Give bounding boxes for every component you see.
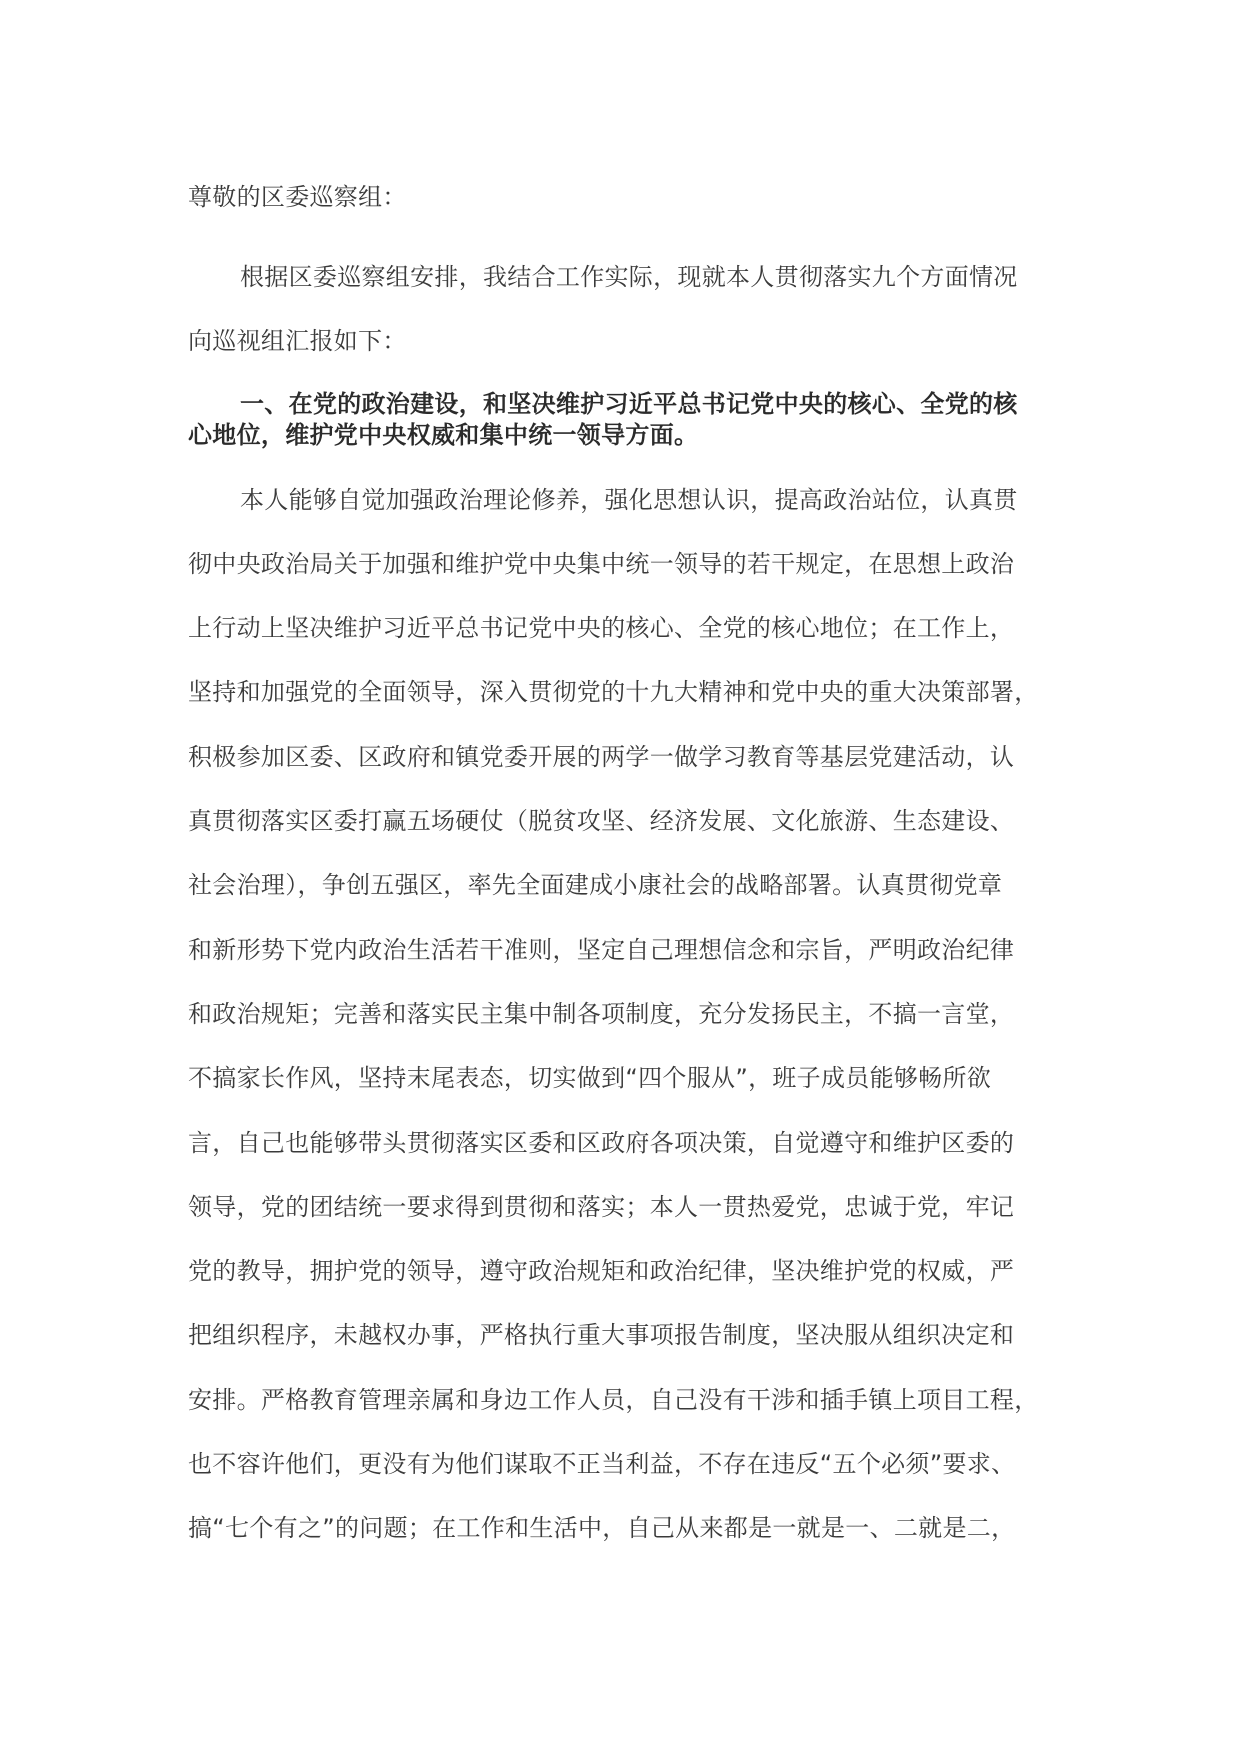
- intro-line-1: 根据区委巡察组安排，我结合工作实际，现就本人贯彻落实九个方面情况: [240, 263, 1018, 291]
- body-line: 把组织程序，未越权办事，严格执行重大事项报告制度，坚决服从组织决定和: [188, 1321, 1015, 1349]
- body-line: 不搞家长作风，坚持末尾表态，切实做到“四个服从”，班子成员能够畅所欲: [188, 1064, 992, 1092]
- salutation: 尊敬的区委巡察组：: [188, 183, 407, 211]
- body-line: 社会治理），争创五强区，率先全面建成小康社会的战略部署。认真贯彻党章: [188, 871, 1003, 899]
- body-line: 真贯彻落实区委打赢五场硬仗（脱贫攻坚、经济发展、文化旅游、生态建设、: [188, 807, 1015, 835]
- body-line: 也不容许他们，更没有为他们谋取不正当利益，不存在违反“五个必须”要求、: [188, 1450, 1016, 1478]
- body-line: 本人能够自觉加强政治理论修养，强化思想认识，提高政治站位，认真贯: [240, 486, 1018, 514]
- body-line: 党的教导，拥护党的领导，遵守政治规矩和政治纪律，坚决维护党的权威，严: [188, 1257, 1015, 1285]
- body-line: 安排。严格教育管理亲属和身边工作人员，自己没有干涉和插手镇上项目工程，: [188, 1386, 1039, 1414]
- body-line: 积极参加区委、区政府和镇党委开展的两学一做学习教育等基层党建活动，认: [188, 743, 1015, 771]
- body-line: 领导，党的团结统一要求得到贯彻和落实；本人一贯热爱党，忠诚于党，牢记: [188, 1193, 1015, 1221]
- body-line: 上行动上坚决维护习近平总书记党中央的核心、全党的核心地位；在工作上，: [188, 614, 1015, 642]
- body-line: 和政治规矩；完善和落实民主集中制各项制度，充分发扬民主，不搞一言堂，: [188, 1000, 1015, 1028]
- intro-line-2: 向巡视组汇报如下：: [188, 327, 407, 355]
- body-line: 坚持和加强党的全面领导，深入贯彻党的十九大精神和党中央的重大决策部署，: [188, 678, 1039, 706]
- section1-heading-line-2: 心地位，维护党中央权威和集中统一领导方面。: [188, 421, 699, 449]
- body-line: 搞“七个有之”的问题；在工作和生活中，自己从来都是一就是一、二就是二，: [188, 1514, 1016, 1542]
- body-line: 和新形势下党内政治生活若干准则，坚定自己理想信念和宗旨，严明政治纪律: [188, 936, 1015, 964]
- body-line: 言，自己也能够带头贯彻落实区委和区政府各项决策，自觉遵守和维护区委的: [188, 1129, 1015, 1157]
- section1-heading-line-1: 一、在党的政治建设，和坚决维护习近平总书记党中央的核心、全党的核: [240, 390, 1018, 418]
- body-line: 彻中央政治局关于加强和维护党中央集中统一领导的若干规定，在思想上政治: [188, 550, 1015, 578]
